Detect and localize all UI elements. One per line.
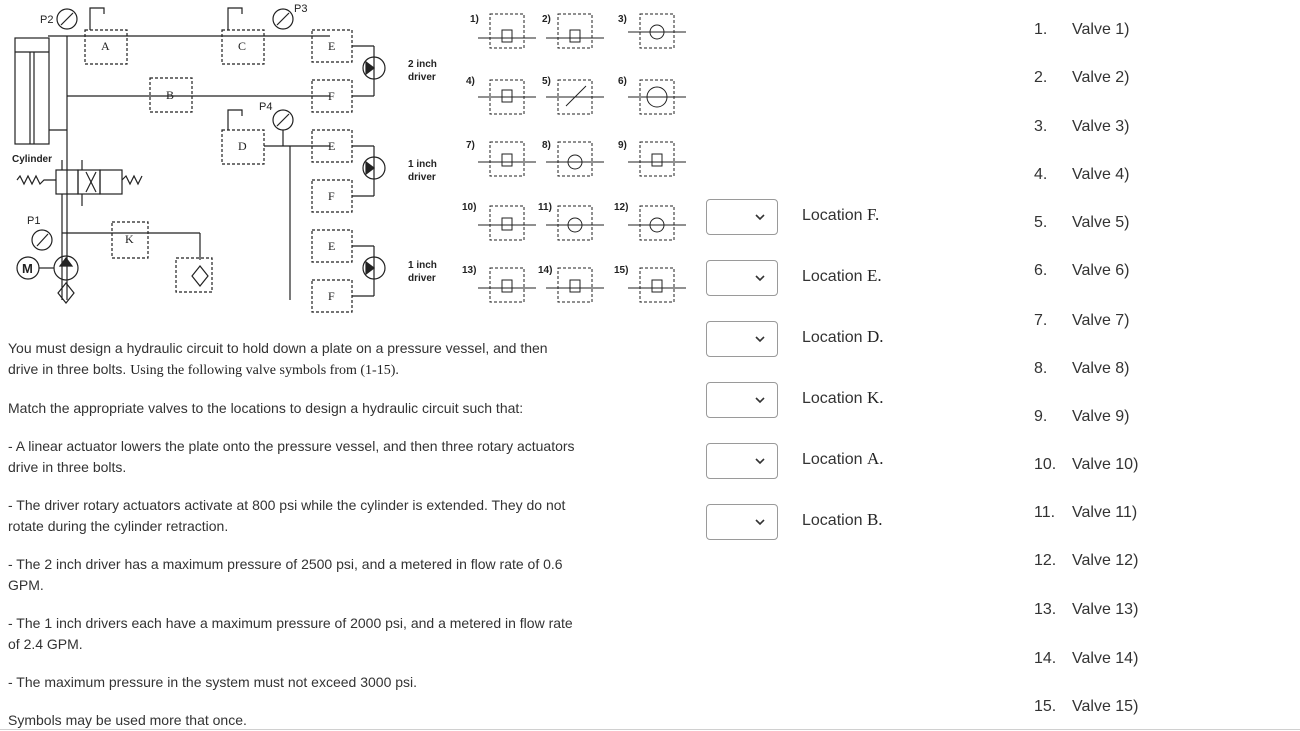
answer-option: 1. Valve 1) [1034, 21, 1130, 38]
symbol-num-15: 15) [614, 265, 629, 276]
box-b-label: B [166, 88, 175, 102]
location-f-label: Location F. [802, 205, 880, 224]
chevron-down-icon [755, 456, 765, 466]
question-prompt [8, 338, 578, 731]
symbol-num-14: 14) [538, 265, 553, 276]
gauge-p4-label: P4 [259, 101, 273, 113]
prompt-match-instruction: Match the appropriate valves to the locations to design a hydraulic circuit such that: [8, 400, 524, 416]
bottom-divider [0, 729, 1300, 730]
symbol-num-10: 10) [462, 202, 477, 213]
gauge-p1-label: P1 [27, 215, 41, 227]
answer-option: 4. Valve 4) [1034, 166, 1130, 183]
prompt-intro-serif: Using the following valve symbols from (1-15). [130, 363, 399, 378]
driver-mid-line1: 1 inch [408, 159, 437, 170]
location-b-select[interactable] [706, 504, 778, 540]
prompt-bullet-4: - The 1 inch drivers each have a maximum pressure of 2000 psi, and a metered in flow rate of 2.4 GPM. [8, 615, 573, 652]
location-f-select[interactable] [706, 199, 778, 235]
answer-option: 8. Valve 8) [1034, 360, 1130, 377]
answer-option: 9. Valve 9) [1034, 408, 1130, 425]
prompt-bullet-2: - The driver rotary actuators activate at 800 psi while the cylinder is extended. They do not rotate during the cylinder retraction. [8, 497, 566, 534]
location-a-label: Location A. [802, 449, 884, 468]
answer-option: 12. Valve 12) [1034, 552, 1139, 569]
symbol-num-8: 8) [542, 140, 551, 151]
answer-option: 2. Valve 2) [1034, 69, 1130, 86]
location-k-label: Location K. [802, 388, 884, 407]
chevron-down-icon [755, 212, 765, 222]
cylinder-label: Cylinder [12, 154, 53, 165]
driver-bottom-line1: 1 inch [408, 260, 437, 271]
symbol-num-4: 4) [466, 76, 475, 87]
box-e2-label: E [328, 139, 336, 153]
symbol-num-6: 6) [618, 76, 627, 87]
driver-top-line1: 2 inch [408, 59, 437, 70]
gauge-p2-label: P2 [40, 14, 54, 26]
box-f2-label: F [328, 189, 335, 203]
location-d-label: Location D. [802, 327, 884, 346]
box-c-label: C [238, 39, 247, 53]
symbol-num-13: 13) [462, 265, 477, 276]
symbol-num-1: 1) [470, 14, 479, 25]
chevron-down-icon [755, 273, 765, 283]
symbol-num-3: 3) [618, 14, 627, 25]
motor-label: M [22, 261, 33, 276]
prompt-footer: Symbols may be used more that once. [8, 712, 247, 728]
box-e3-label: E [328, 239, 336, 253]
gauge-p3-label: P3 [294, 3, 308, 15]
answer-option: 10. Valve 10) [1034, 456, 1139, 473]
chevron-down-icon [755, 395, 765, 405]
answer-option: 3. Valve 3) [1034, 118, 1130, 135]
prompt-intro-text: You must design a hydraulic circuit to hold down a plate on a pressure vessel, and then drive in three bolts. [8, 340, 548, 377]
answer-option: 6. Valve 6) [1034, 262, 1130, 279]
symbol-num-5: 5) [542, 76, 551, 87]
symbol-num-11: 11) [538, 202, 552, 213]
box-e1-label: E [328, 39, 336, 53]
symbol-num-9: 9) [618, 140, 627, 151]
box-d-label: D [238, 139, 247, 153]
box-k-label: K [125, 232, 134, 246]
answer-option: 14. Valve 14) [1034, 650, 1139, 667]
symbol-num-2: 2) [542, 14, 551, 25]
answer-option: 13. Valve 13) [1034, 601, 1139, 618]
answer-option: 5. Valve 5) [1034, 214, 1130, 231]
symbol-num-12: 12) [614, 202, 629, 213]
location-b-label: Location B. [802, 510, 883, 529]
hydraulic-circuit-diagram [0, 0, 700, 330]
answer-option: 15. Valve 15) [1034, 698, 1139, 715]
box-a-label: A [101, 39, 110, 53]
location-e-label: Location E. [802, 266, 882, 285]
answer-option: 11. Valve 11) [1034, 504, 1138, 521]
symbol-num-7: 7) [466, 140, 475, 151]
box-f1-label: F [328, 89, 335, 103]
location-k-select[interactable] [706, 382, 778, 418]
location-e-select[interactable] [706, 260, 778, 296]
prompt-intro [8, 338, 578, 381]
prompt-bullet-1: - A linear actuator lowers the plate onto the pressure vessel, and then three rotary actuators drive in three bolts. [8, 438, 575, 475]
chevron-down-icon [755, 334, 765, 344]
location-a-select[interactable] [706, 443, 778, 479]
answer-option: 7. Valve 7) [1034, 312, 1130, 329]
driver-mid-line2: driver [408, 172, 436, 183]
location-d-select[interactable] [706, 321, 778, 357]
prompt-bullet-5: - The maximum pressure in the system must not exceed 3000 psi. [8, 674, 418, 690]
prompt-bullet-3: - The 2 inch driver has a maximum pressure of 2500 psi, and a metered in flow rate of 0.6 GPM. [8, 556, 563, 593]
driver-top-line2: driver [408, 72, 436, 83]
driver-bottom-line2: driver [408, 273, 436, 284]
chevron-down-icon [755, 517, 765, 527]
box-f3-label: F [328, 289, 335, 303]
